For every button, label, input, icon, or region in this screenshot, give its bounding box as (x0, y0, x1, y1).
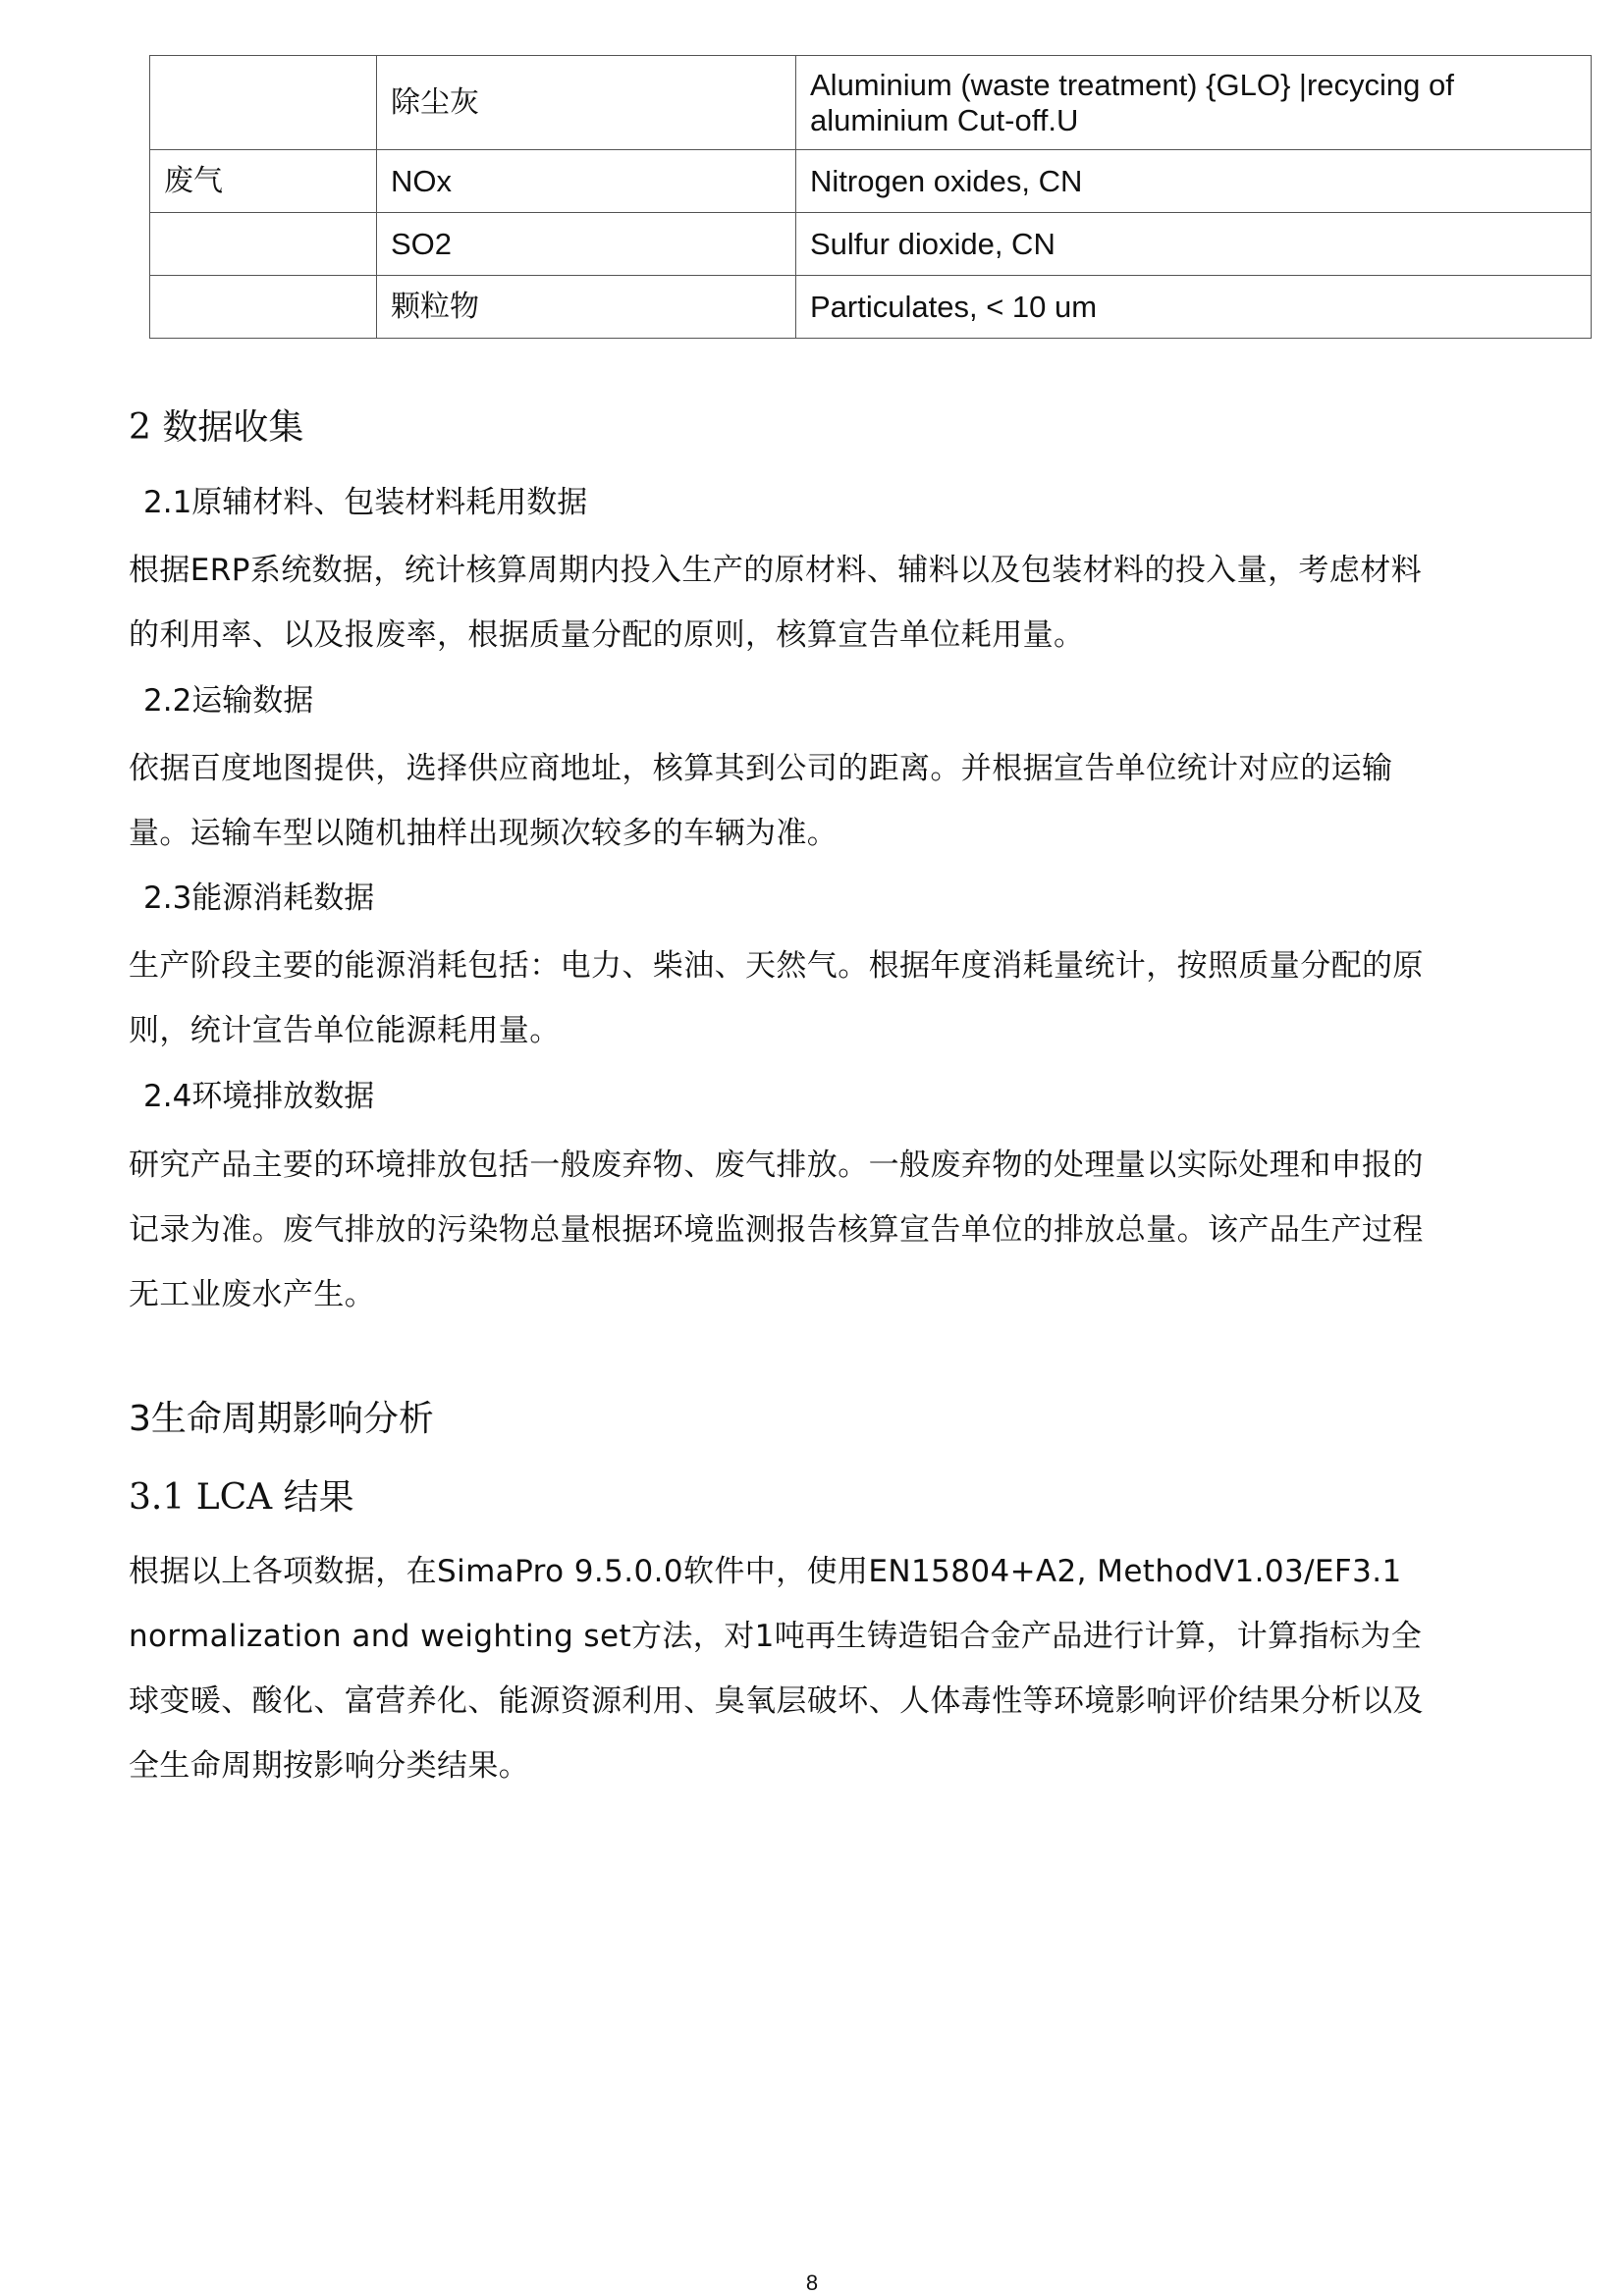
table-row (150, 213, 1592, 276)
section-2-1-heading: 2.1原辅材料、包装材料耗用数据 (143, 485, 588, 520)
table-cell: SO2 (377, 213, 796, 276)
table-cell: 颗粒物 (377, 276, 796, 339)
section-3-1-text: 根据以上各项数据，在SimaPro 9.5.0.0软件中，使用EN15804+A2, MethodV1.03/EF3.1 normalization and weighting set方法，对1吨再生铸造铝合金产品进行计算，计算指标为全球变暖、酸化、富营养化、能源资源利用、臭氧层破坏、人体毒性等环境影响评价结果分析以及全生命周期按影响分类结果。 (129, 1554, 1424, 1784)
table-cell: 除尘灰 (377, 56, 796, 150)
table-cell: Sulfur dioxide, CN (796, 213, 1592, 276)
table-cell: 废气 (150, 150, 377, 213)
table-cell: Particulates, < 10 um (796, 276, 1592, 339)
section-2-4-text: 研究产品主要的环境排放包括一般废弃物、废气排放。一般废弃物的处理量以实际处理和申报的记录为准。废气排放的污染物总量根据环境监测报告核算宣告单位的排放总量。该产品生产过程无工业废水产生。 (129, 1148, 1424, 1312)
section-2-2-heading: 2.2运输数据 (143, 683, 314, 719)
table-cell: NOx (377, 150, 796, 213)
emission-table (149, 55, 1592, 339)
table-cell: Nitrogen oxides, CN (796, 150, 1592, 213)
section-3-1-heading: 3.1 LCA 结果 (129, 1477, 354, 1518)
section-2-1-text: 根据ERP系统数据，统计核算周期内投入生产的原材料、辅料以及包装材料的投入量，考虑材料的利用率、以及报废率，根据质量分配的原则，核算宣告单位耗用量。 (129, 553, 1423, 653)
table-cell (150, 276, 377, 339)
section-2-2-text: 依据百度地图提供，选择供应商地址，核算其到公司的距离。并根据宣告单位统计对应的运输量。运输车型以随机抽样出现频次较多的车辆为准。 (129, 751, 1393, 851)
page-number: 8 (805, 2270, 819, 2295)
section-2-4-heading: 2.4环境排放数据 (143, 1079, 375, 1114)
section-2-3-heading: 2.3能源消耗数据 (143, 881, 375, 916)
section-2-3-text: 生产阶段主要的能源消耗包括：电力、柴油、天然气。根据年度消耗量统计，按照质量分配的原 则，统计宣告单位能源耗用量。 (129, 948, 1424, 1048)
section-2-heading: 2 数据收集 (129, 407, 304, 448)
table-row (150, 56, 1592, 150)
table-cell: Aluminium (waste treatment) {GLO} |recycing of aluminium Cut-off.U (796, 56, 1592, 150)
table-row (150, 276, 1592, 339)
table-row (150, 150, 1592, 213)
table-cell (150, 56, 377, 150)
table-cell (150, 213, 377, 276)
section-3-heading: 3生命周期影响分析 (129, 1399, 434, 1439)
